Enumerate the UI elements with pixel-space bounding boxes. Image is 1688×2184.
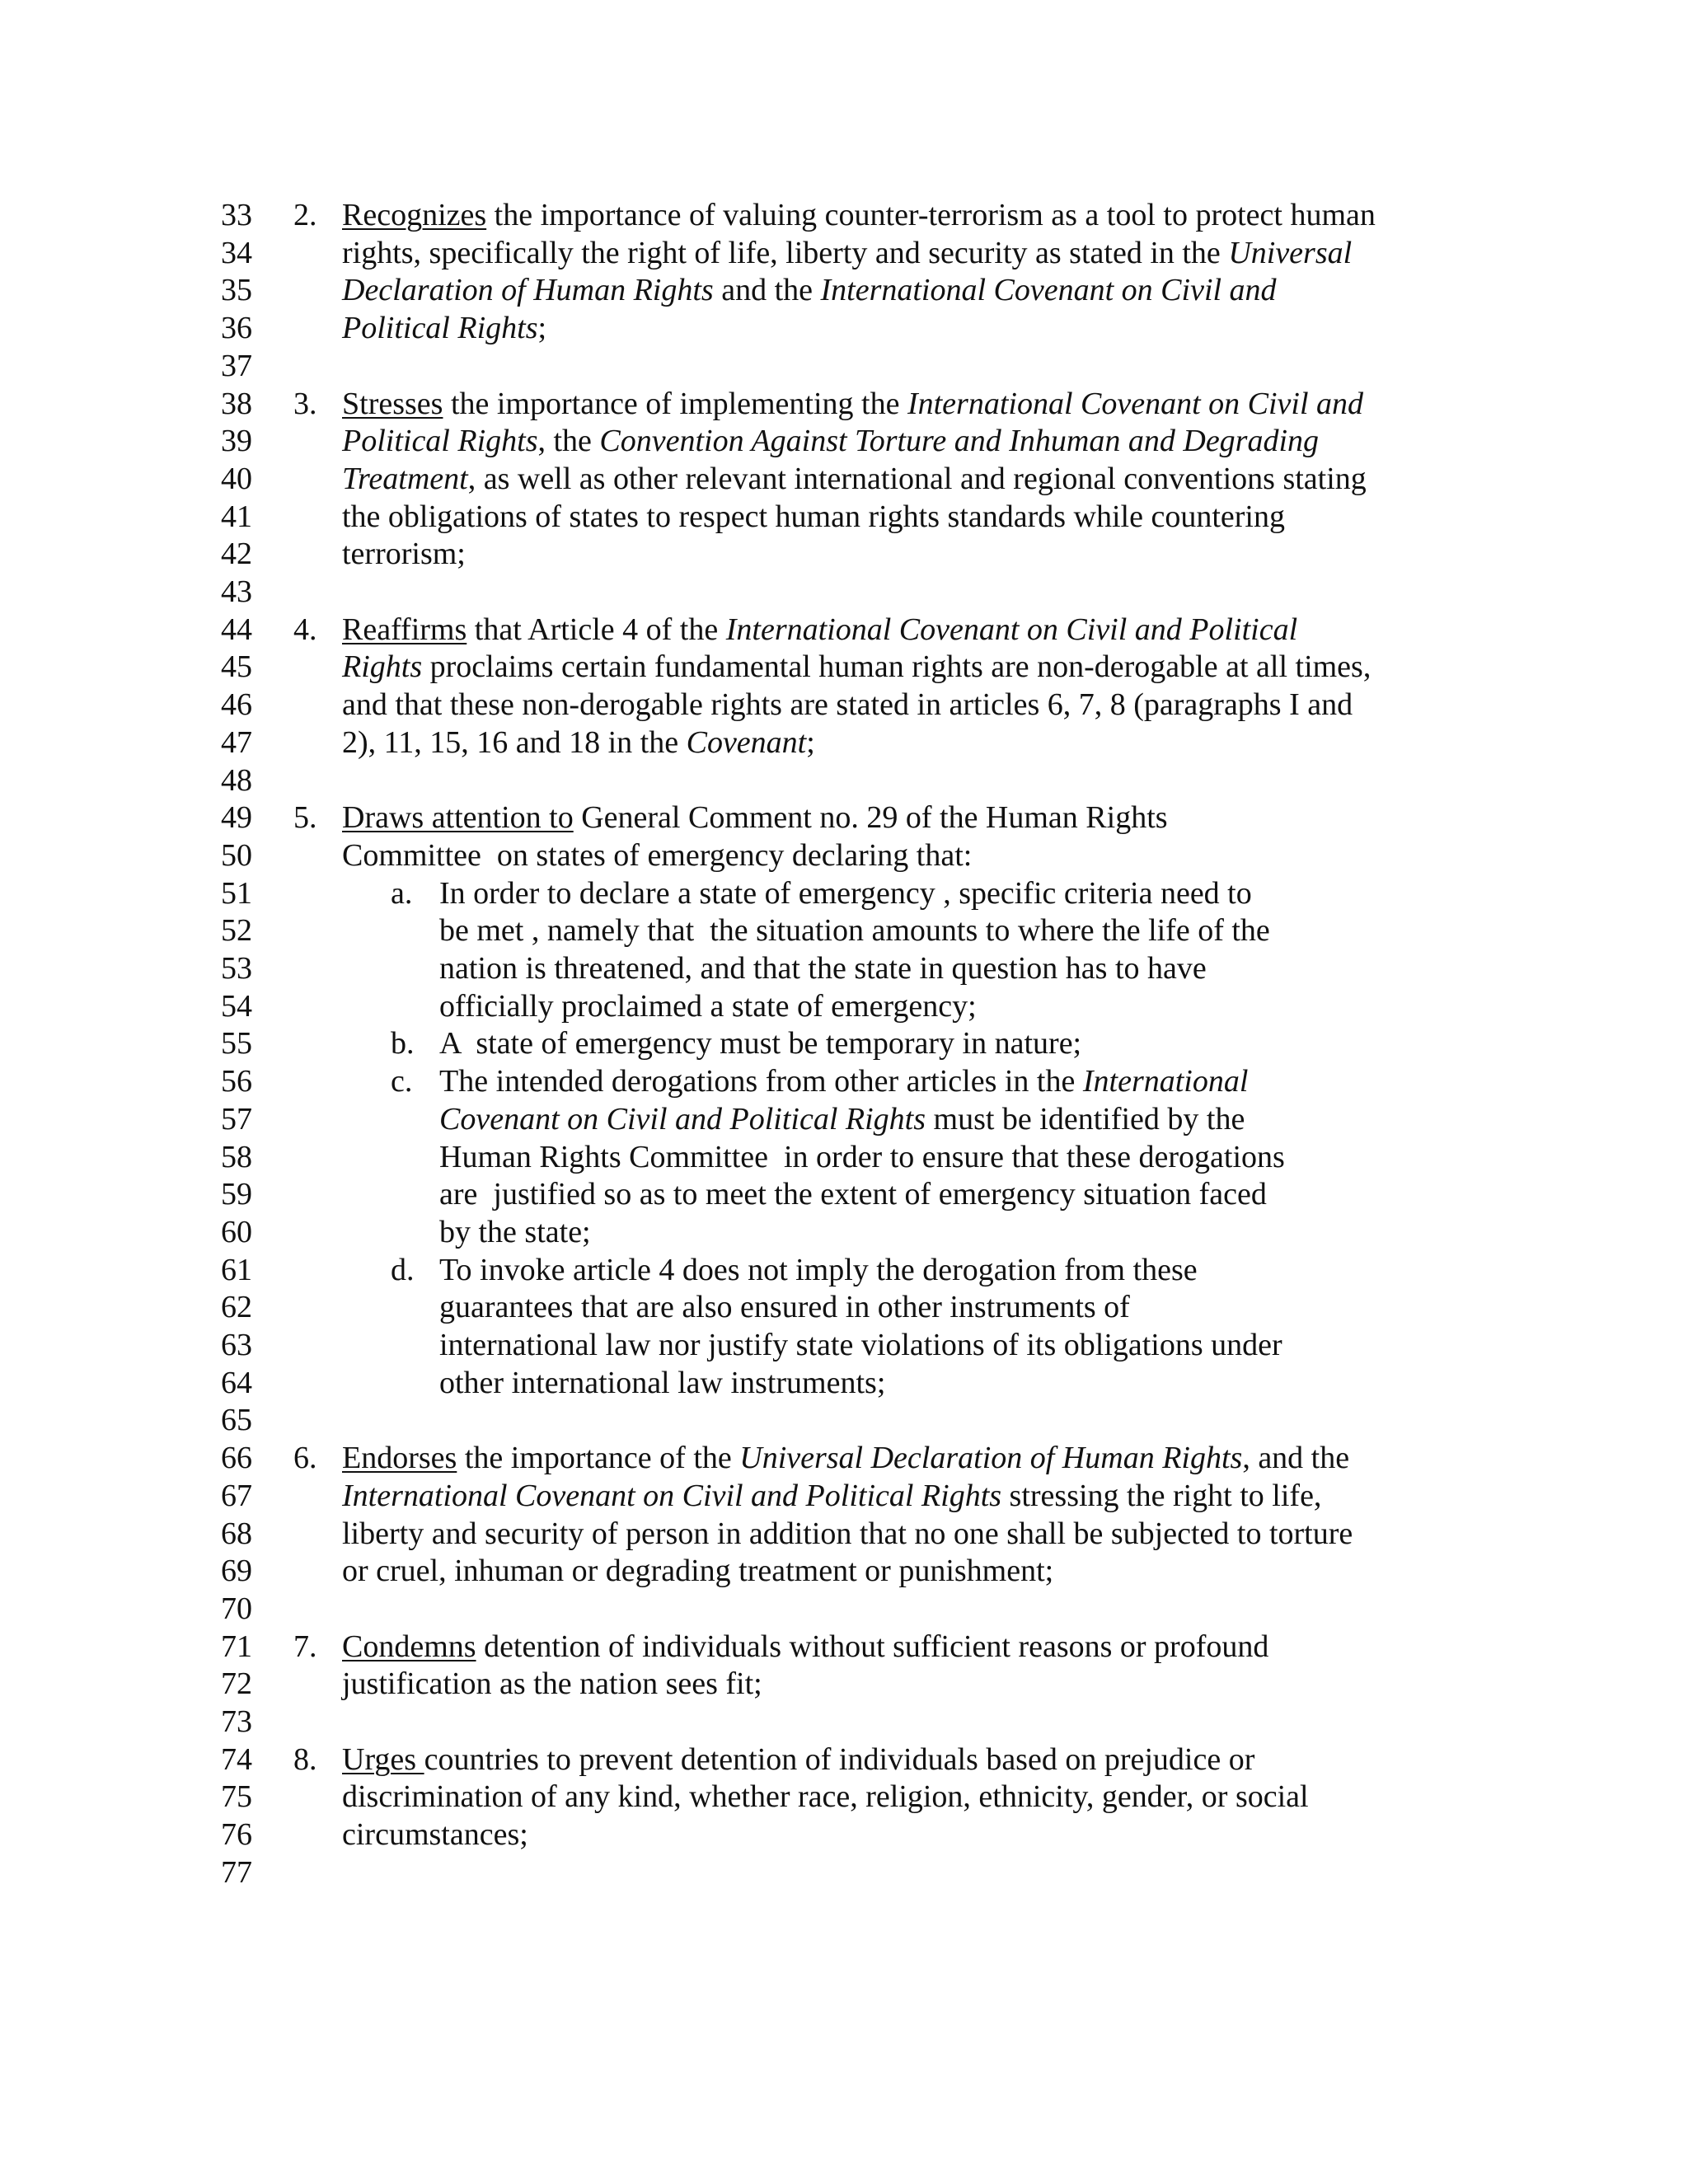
line-number: 72 — [221, 1666, 252, 1702]
line-text — [342, 1778, 1309, 1816]
line-text — [342, 686, 1353, 724]
sub-clause-letter: c. — [391, 1064, 413, 1099]
text-run: Committee on states of emergency declaring that: — [342, 837, 973, 873]
line-number: 67 — [221, 1478, 252, 1513]
line-text — [342, 1477, 1321, 1515]
line-text — [439, 949, 1207, 987]
text-run: ; — [537, 311, 547, 346]
text-run: To invoke article 4 does not imply the derogation from these — [439, 1252, 1198, 1287]
text-run: the importance of the — [457, 1441, 740, 1476]
line-text — [342, 1816, 528, 1854]
line-number: 40 — [221, 461, 252, 496]
line-number: 60 — [221, 1214, 252, 1249]
clause-number: 6. — [293, 1441, 317, 1476]
line-number: 69 — [221, 1554, 252, 1589]
line-text — [439, 1024, 1081, 1062]
line-number: 33 — [221, 198, 252, 232]
italic-title: Covenant on Civil and Political Rights — [439, 1101, 926, 1137]
line-number: 42 — [221, 537, 252, 572]
line-text — [342, 385, 1363, 423]
italic-title: International Covenant on Civil and Political Rights — [342, 1478, 1002, 1513]
line-number: 46 — [221, 687, 252, 723]
line-number: 59 — [221, 1177, 252, 1212]
line-text — [342, 611, 1297, 649]
line-text — [342, 648, 1371, 686]
line-number: 47 — [221, 724, 252, 760]
line-text — [342, 1552, 1053, 1590]
line-text — [439, 1175, 1267, 1213]
italic-title: Universal Declaration of Human Rights — [739, 1441, 1243, 1476]
line-number: 63 — [221, 1328, 252, 1362]
text-run: by the state; — [439, 1214, 591, 1249]
text-run: must be identified by the — [926, 1101, 1245, 1137]
text-run: rights, specifically the right of life, liberty and security as stated in the — [342, 235, 1229, 270]
line-number: 35 — [221, 273, 252, 308]
line-number: 52 — [221, 913, 252, 949]
line-number: 41 — [221, 499, 252, 534]
italic-title: Political Rights — [342, 424, 538, 459]
text-run: the importance of valuing counter-terrorism as a tool to protect human — [486, 198, 1376, 232]
line-number: 53 — [221, 951, 252, 986]
text-run: the obligations of states to respect human rights standards while countering — [342, 499, 1285, 534]
text-run: , as well as other relevant international and regional conventions stating — [467, 461, 1367, 496]
operative-verb: Endorses — [342, 1441, 457, 1476]
line-number: 54 — [221, 988, 252, 1024]
line-number: 64 — [221, 1365, 252, 1400]
sub-clause-letter: a. — [391, 875, 413, 911]
line-text — [342, 309, 546, 347]
italic-title: Treatment — [342, 461, 468, 496]
text-run: nation is threatened, and that the state in question has to have — [439, 951, 1207, 986]
line-number: 62 — [221, 1290, 252, 1325]
operative-verb: Draws attention to — [342, 800, 574, 836]
line-number: 51 — [221, 875, 252, 911]
line-number: 71 — [221, 1629, 252, 1664]
line-number: 56 — [221, 1064, 252, 1099]
italic-title: Universal — [1228, 235, 1353, 270]
text-run: 2), 11, 15, 16 and 18 in the — [342, 724, 687, 760]
italic-title: Covenant — [686, 724, 807, 760]
text-run: In order to declare a state of emergency , specific criteria need to — [439, 875, 1252, 911]
text-run: are justified so as to meet the extent of emergency situation faced — [439, 1177, 1267, 1212]
text-run: and the — [713, 273, 821, 308]
line-number: 50 — [221, 837, 252, 873]
line-text — [342, 799, 1168, 837]
clause-number: 8. — [293, 1741, 317, 1777]
text-run: guarantees that are also ensured in other instruments of — [439, 1290, 1130, 1325]
line-text — [439, 1326, 1282, 1364]
line-text — [439, 1062, 1248, 1100]
sub-clause-letter: b. — [391, 1026, 415, 1062]
text-run: , the — [537, 424, 600, 459]
line-text — [342, 1515, 1353, 1553]
line-number: 55 — [221, 1026, 252, 1062]
line-text — [439, 987, 977, 1025]
italic-title: International Covenant on Civil and — [820, 273, 1277, 308]
line-text — [342, 535, 466, 573]
italic-title: Political Rights — [342, 311, 538, 346]
text-run: The intended derogations from other articles in the — [439, 1064, 1083, 1099]
text-run: liberty and security of person in addition that no one shall be subjected to torture — [342, 1516, 1353, 1551]
line-text — [439, 1100, 1245, 1138]
text-run: circumstances; — [342, 1817, 528, 1853]
text-run: General Comment no. 29 of the Human Rights — [573, 800, 1168, 836]
operative-verb: Recognizes — [342, 198, 487, 232]
line-text — [439, 912, 1270, 949]
line-number: 73 — [221, 1704, 252, 1739]
text-run: or cruel, inhuman or degrading treatment or punishment; — [342, 1554, 1054, 1589]
line-text — [439, 1251, 1198, 1289]
text-run: justification as the nation sees fit; — [342, 1666, 762, 1702]
clause-number: 3. — [293, 386, 317, 421]
italic-title: International Covenant on Civil and Political — [725, 612, 1298, 647]
line-text — [439, 874, 1252, 912]
text-run: stressing the right to life, — [1001, 1478, 1322, 1513]
line-number: 74 — [221, 1741, 252, 1777]
clause-number: 2. — [293, 198, 317, 232]
line-text — [342, 196, 1376, 234]
line-number: 76 — [221, 1817, 252, 1853]
line-text — [342, 234, 1352, 272]
text-run: the importance of implementing the — [443, 386, 907, 421]
line-number: 61 — [221, 1252, 252, 1287]
italic-title: Rights — [342, 649, 423, 685]
clause-number: 7. — [293, 1629, 317, 1664]
italic-title: Declaration of Human Rights — [342, 273, 714, 308]
operative-verb: Condemns — [342, 1629, 476, 1664]
line-number: 77 — [221, 1854, 252, 1890]
italic-title: Convention Against Torture and Inhuman and Degrading — [599, 424, 1320, 459]
clause-number: 4. — [293, 612, 317, 647]
line-number: 38 — [221, 386, 252, 421]
line-text — [439, 1138, 1285, 1176]
sub-clause-letter: d. — [391, 1252, 415, 1287]
text-run: discrimination of any kind, whether race, religion, ethnicity, gender, or social — [342, 1779, 1309, 1815]
line-number: 44 — [221, 612, 252, 647]
line-number: 36 — [221, 311, 252, 346]
line-number: 70 — [221, 1591, 252, 1626]
line-text — [342, 1628, 1268, 1666]
text-run: Human Rights Committee in order to ensure that these derogations — [439, 1139, 1285, 1174]
line-number: 45 — [221, 649, 252, 685]
line-number: 58 — [221, 1139, 252, 1174]
line-text — [342, 271, 1277, 309]
line-number: 37 — [221, 348, 252, 383]
line-number: 75 — [221, 1779, 252, 1815]
line-number: 66 — [221, 1441, 252, 1476]
line-text — [439, 1364, 885, 1402]
line-number: 43 — [221, 574, 252, 609]
italic-title: International Covenant on Civil and — [907, 386, 1364, 421]
line-number: 68 — [221, 1516, 252, 1551]
line-text — [439, 1213, 591, 1251]
line-text — [342, 837, 972, 874]
text-run: detention of individuals without sufficient reasons or profound — [476, 1629, 1269, 1664]
italic-title: International — [1082, 1064, 1249, 1099]
line-number: 49 — [221, 800, 252, 836]
text-run: be met , namely that the situation amounts to where the life of the — [439, 913, 1270, 949]
line-text — [342, 724, 815, 762]
line-text — [342, 422, 1319, 460]
text-run: proclaims certain fundamental human rights are non-derogable at all times, — [422, 649, 1372, 685]
operative-verb: Reaffirms — [342, 612, 467, 647]
line-number: 34 — [221, 235, 252, 270]
clause-number: 5. — [293, 800, 317, 836]
text-run: that Article 4 of the — [467, 612, 726, 647]
line-text — [342, 498, 1285, 536]
operative-verb: Stresses — [342, 386, 443, 421]
text-run: terrorism; — [342, 537, 466, 572]
line-text — [342, 1439, 1349, 1477]
operative-verb: Urges — [342, 1741, 424, 1777]
line-text — [439, 1288, 1130, 1326]
line-text — [342, 460, 1367, 498]
line-number: 57 — [221, 1101, 252, 1137]
text-run: other international law instruments; — [439, 1365, 886, 1400]
line-text — [342, 1665, 762, 1703]
line-text — [342, 1741, 1254, 1779]
line-number: 48 — [221, 762, 252, 798]
text-run: , and the — [1242, 1441, 1350, 1476]
text-run: international law nor justify state violations of its obligations under — [439, 1328, 1282, 1362]
text-run: and that these non-derogable rights are stated in articles 6, 7, 8 (paragraphs I and — [342, 687, 1353, 723]
text-run: A state of emergency must be temporary in nature; — [439, 1026, 1082, 1062]
text-run: ; — [806, 724, 815, 760]
line-number: 39 — [221, 424, 252, 459]
line-number: 65 — [221, 1403, 252, 1438]
text-run: countries to prevent detention of individuals based on prejudice or — [424, 1741, 1255, 1777]
text-run: officially proclaimed a state of emergency; — [439, 988, 977, 1024]
